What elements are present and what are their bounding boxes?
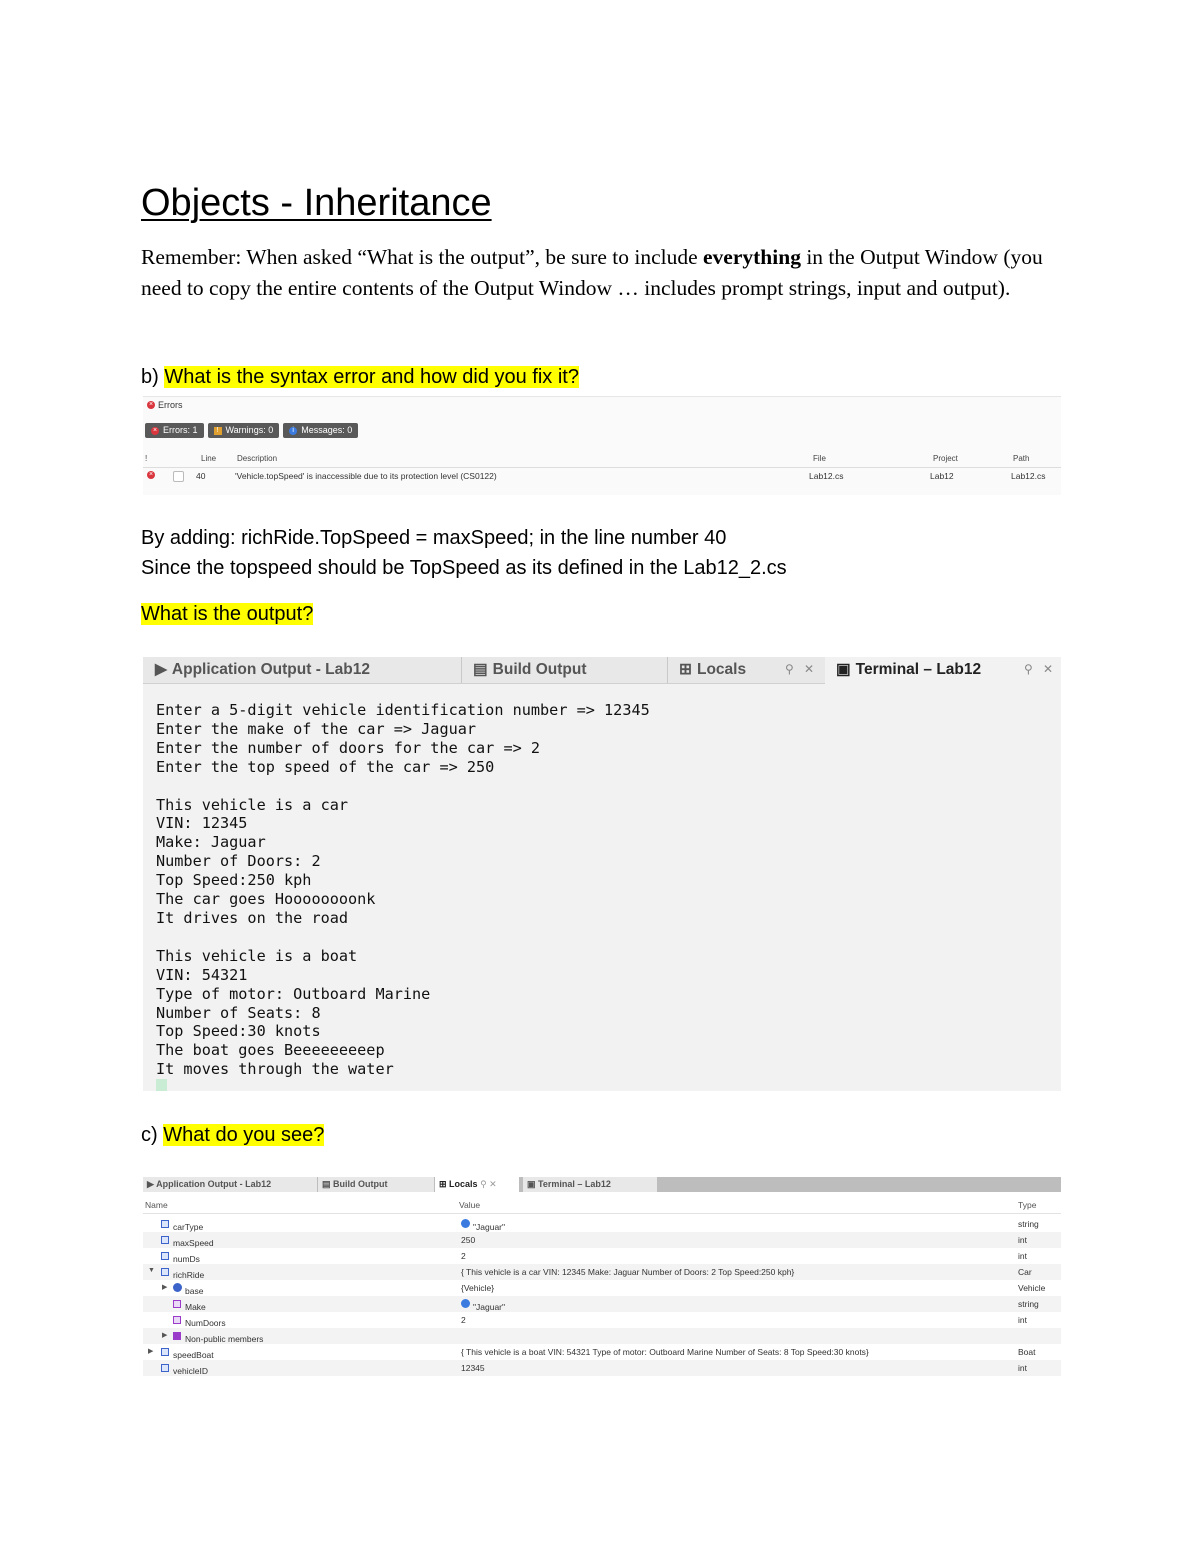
local-type: Vehicle [1018, 1283, 1046, 1293]
question-output [141, 603, 313, 626]
messages-filter-label: Messages: 0 [301, 425, 353, 435]
terminal-panel [143, 657, 1061, 1091]
tab-terminal[interactable] [836, 657, 981, 683]
expand-arrow-icon[interactable]: ▼ [148, 1267, 155, 1274]
error-description: 'Vehicle.topSpeed' is inaccessible due to its protection level (CS0122) [235, 471, 497, 481]
locals-row[interactable] [143, 1232, 1061, 1248]
col-type: Type [1018, 1200, 1037, 1210]
property-icon [173, 1316, 181, 1324]
col-project: Project [933, 454, 958, 463]
locals-row[interactable] [143, 1328, 1061, 1344]
question-c-text: What do you see? [163, 1124, 325, 1146]
check-icon [461, 1219, 470, 1228]
variable-icon [161, 1220, 169, 1228]
play-icon: ▶ [147, 1179, 157, 1189]
variable-icon [161, 1364, 169, 1372]
locals-row[interactable] [143, 1360, 1061, 1376]
local-type: int [1018, 1235, 1027, 1245]
tab-locals-label: Locals [697, 661, 747, 678]
col-bang: ! [145, 454, 148, 463]
question-c-prefix: c) [141, 1124, 164, 1146]
expand-arrow-icon[interactable]: ▶ [162, 1284, 168, 1291]
local-type: int [1018, 1251, 1027, 1261]
locals-row[interactable] [143, 1280, 1061, 1296]
locals-row[interactable] [143, 1248, 1061, 1264]
terminal-icon: ▣ [527, 1179, 539, 1189]
messages-filter-button[interactable] [283, 423, 358, 438]
page-title: Objects - Inheritance [141, 182, 492, 224]
instructions-bold: everything [703, 245, 801, 269]
local-type: Boat [1018, 1347, 1036, 1357]
locals-columns [143, 1197, 1061, 1214]
tab-locals[interactable]: ⊞ Locals ⚲ ✕ [435, 1177, 519, 1192]
errors-filter-label: Errors: 1 [163, 425, 198, 435]
error-icon: × [152, 426, 158, 434]
local-name: maxSpeed [173, 1238, 214, 1248]
pin-icon[interactable]: ⚲ [1024, 662, 1033, 676]
tab-build-output[interactable] [473, 657, 587, 683]
tab-locals-label: Locals [449, 1179, 478, 1189]
col-description: Description [237, 454, 278, 463]
error-filters [145, 423, 358, 438]
terminal-output: Enter a 5-digit vehicle identification number => 12345 Enter the make of the car => Jaguar Enter the number of doors for the car => 2 Enter the top speed of the car => 250 This vehicle is a car VIN: 12345 Make: Jaguar Number of Doors: 2 Top Speed:250 kph The car goes Hoooooooonk It drives on the road This vehicle is a boat VIN: 54321 Type of motor: Outboard Marine Number of Seats: 8 Top Speed:30 knots The boat goes Beeeeeeeeep It moves through the water [156, 701, 650, 1079]
build-output-icon: ▤ [473, 661, 488, 678]
locals-panel [143, 1177, 1061, 1377]
error-line: 40 [196, 471, 206, 481]
error-project: Lab12 [930, 471, 954, 481]
question-output-text: What is the output? [141, 603, 314, 625]
expand-arrow-icon[interactable]: ▶ [148, 1348, 154, 1355]
tab-application-output-label: Application Output - Lab12 [171, 661, 370, 678]
error-list-columns [143, 451, 1061, 468]
tab-build-output-label: Build Output [492, 661, 587, 678]
error-list-panel [143, 396, 1061, 495]
expand-arrow-icon[interactable]: ▶ [162, 1332, 168, 1339]
question-b [141, 366, 579, 389]
local-value: 2 [461, 1251, 466, 1261]
terminal-tab-bar [143, 657, 1061, 684]
tab-build-output-label: Build Output [333, 1179, 388, 1189]
error-icon: × [148, 471, 154, 478]
pin-icon[interactable]: ⚲ [785, 662, 794, 676]
tab-application-output[interactable] [155, 657, 370, 683]
answer-text [141, 523, 787, 583]
info-icon: i [289, 427, 297, 435]
local-type: int [1018, 1315, 1027, 1325]
grid-icon: ⊞ [679, 661, 692, 678]
local-name: NumDoors [185, 1318, 226, 1328]
locals-row[interactable] [143, 1296, 1061, 1312]
errors-filter-button[interactable] [145, 423, 204, 438]
instructions-part2: in the Output Window (you need to copy the entire contents of the Output Window … includes prompt strings, input and output). [141, 245, 1043, 300]
locals-tab-bar [143, 1177, 1061, 1192]
close-icon[interactable]: ✕ [1043, 662, 1054, 676]
grid-icon: ⊞ [439, 1179, 450, 1189]
answer-line-1: By adding: richRide.TopSpeed = maxSpeed; in the line number 40 [141, 527, 727, 549]
col-name: Name [145, 1200, 168, 1210]
build-output-icon: ▤ [322, 1179, 334, 1189]
col-line: Line [201, 454, 217, 463]
tab-application-output[interactable] [143, 1177, 317, 1192]
terminal-cursor [156, 1079, 167, 1091]
property-icon [173, 1300, 181, 1308]
tab-build-output[interactable] [318, 1177, 434, 1192]
local-value: "Jaguar" [473, 1222, 506, 1232]
error-list-header [147, 400, 183, 410]
locals-row[interactable] [143, 1312, 1061, 1328]
error-icon: × [148, 401, 154, 408]
local-name: base [185, 1286, 204, 1296]
tab-terminal[interactable] [523, 1177, 657, 1192]
local-value: {Vehicle} [461, 1283, 495, 1293]
local-type: string [1018, 1299, 1039, 1309]
instructions-paragraph [141, 242, 1071, 304]
non-public-icon [173, 1332, 181, 1340]
local-name: carType [173, 1222, 204, 1232]
question-b-text: What is the syntax error and how did you fix it? [164, 366, 579, 388]
col-file: File [813, 454, 826, 463]
local-name: speedBoat [173, 1350, 214, 1360]
local-name: richRide [173, 1270, 205, 1280]
tab-terminal-label: Terminal – Lab12 [855, 661, 982, 678]
local-name: Make [185, 1302, 206, 1312]
terminal-icon: ▣ [836, 661, 851, 678]
local-value: { This vehicle is a boat VIN: 54321 Type of motor: Outboard Marine Number of Seats: 8 Top Speed:30 knots} [461, 1347, 869, 1357]
error-row[interactable] [143, 468, 1061, 484]
question-b-prefix: b) [141, 366, 165, 388]
row-checkbox[interactable] [173, 471, 184, 482]
local-value: 2 [461, 1315, 466, 1325]
answer-line-2: Since the topspeed should be TopSpeed as its defined in the Lab12_2.cs [141, 557, 787, 579]
error-list-title: Errors [158, 400, 183, 410]
instructions-part1: Remember: When asked “What is the output”, be sure to include [141, 245, 704, 269]
local-type: int [1018, 1363, 1027, 1373]
local-value: { This vehicle is a car VIN: 12345 Make: Jaguar Number of Doors: 2 Top Speed:250 kph} [461, 1267, 795, 1277]
col-path: Path [1013, 454, 1030, 463]
error-path: Lab12.cs [1011, 471, 1046, 481]
col-value: Value [459, 1200, 481, 1210]
error-file: Lab12.cs [809, 471, 844, 481]
local-value: 250 [461, 1235, 476, 1245]
local-value: 12345 [461, 1363, 485, 1373]
question-c [141, 1124, 324, 1147]
tab-locals[interactable] [679, 657, 746, 683]
variable-icon [161, 1252, 169, 1260]
check-icon [461, 1299, 470, 1308]
play-icon: ▶ [155, 661, 167, 678]
close-icon[interactable]: ✕ [804, 662, 815, 676]
local-name: numDs [173, 1254, 200, 1264]
variable-icon [161, 1348, 169, 1356]
local-type: Car [1018, 1267, 1032, 1277]
warnings-filter-label: Warnings: 0 [225, 425, 274, 435]
local-type: string [1018, 1219, 1039, 1229]
locals-row[interactable] [143, 1344, 1061, 1360]
variable-icon [161, 1236, 169, 1244]
base-class-icon [173, 1283, 182, 1292]
warnings-filter-button[interactable] [208, 423, 280, 438]
local-name: vehicleID [173, 1366, 208, 1376]
tab-terminal-label: Terminal – Lab12 [538, 1179, 611, 1189]
locals-row[interactable] [143, 1216, 1061, 1232]
warning-icon: ! [214, 427, 222, 435]
tab-application-output-label: Application Output - Lab12 [156, 1179, 272, 1189]
locals-row[interactable] [143, 1264, 1061, 1280]
local-name: Non-public members [185, 1334, 264, 1344]
local-value: "Jaguar" [473, 1302, 506, 1312]
variable-icon [161, 1268, 169, 1276]
